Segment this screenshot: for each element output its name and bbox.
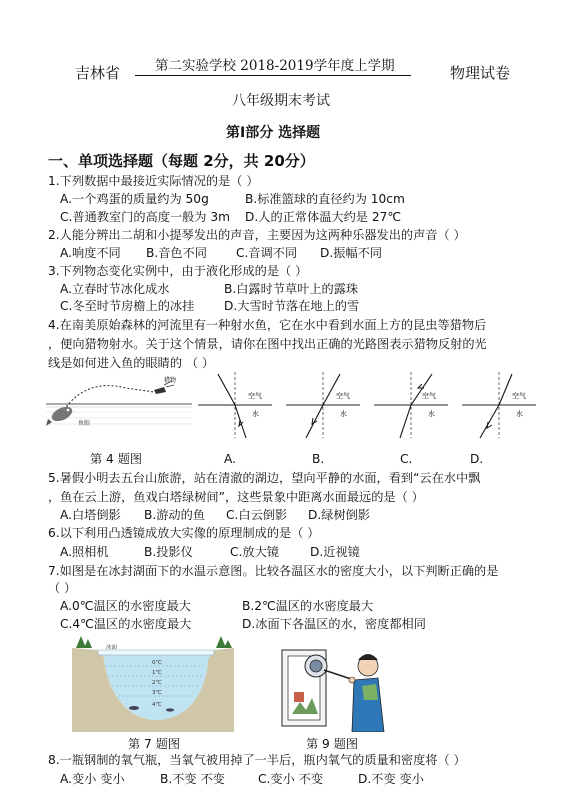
option-d: D.不变 变小 [358,772,424,786]
school-term: 第二实验学校 2018-2019学年度上学期 [135,54,411,76]
question-stem-line: 7.如图是在冰封湖面下的水温示意图。比较各温区水的密度大小，以下判断正确的是 [48,564,499,578]
choice-a-label: A. [224,452,236,466]
q4-path-c [372,370,450,440]
option-b: B.白露时节草叶上的露珠 [224,282,359,296]
q9-figure [280,640,390,732]
q4-path-d [460,370,538,440]
option-b: B.2℃温区的水密度最大 [242,599,374,613]
option-b: B.音色不同 [146,246,207,260]
air-label: 空气 [336,392,350,400]
air-label: 空气 [422,392,436,400]
water-label: 水 [252,410,259,418]
temp-3-label: 3℃ [152,690,162,696]
question-stem: 1.下列数据中最接近实际情况的是（ ） [48,174,259,188]
question-stem: 3.下列物态变化实例中，由于液化形成的是（ ） [48,264,308,278]
exam-name: 八年级期末考试 [232,93,330,109]
water-label: 水 [340,410,347,418]
option-c: C.普通教室门的高度一般为 3m [60,210,230,224]
choice-b-label: B. [312,452,325,466]
paper-title: 物理试卷 [450,64,511,82]
question-stem-line: ，便向猎物射水。关于这个情景，请你在图中找出正确的光路图表示猎物反射的光 [48,337,487,351]
option-c: C.冬至时节房檐上的冰挂 [60,299,195,313]
option-c: C.音调不同 [236,246,298,260]
option-d: D.近视镜 [310,545,360,559]
option-a: A.白塔倒影 [60,508,121,522]
question-stem-line: 线是如何进入鱼的眼睛的 （ ） [48,356,215,370]
q4-path-a [196,370,274,440]
option-d: D.冰面下各温区的水，密度都相同 [242,617,426,631]
air-label: 空气 [248,392,262,400]
option-a: A.响度不同 [60,246,121,260]
option-c: C.放大镜 [230,545,279,559]
section-title: 一、单项选择题（每题 2分，共 20分） [48,152,315,170]
option-a: A.变小 变小 [60,772,125,786]
question-stem-line: 4.在南美原始森林的河流里有一种射水鱼，它在水中看到水面上方的昆虫等猎物后 [48,318,487,332]
fish-label: 鱼眼 [78,420,91,427]
q4-path-b [284,370,362,440]
prey-label: 猎物 [164,377,177,384]
province-label: 吉林省 [75,64,121,82]
water-label: 水 [428,410,435,418]
option-d: D.振幅不同 [320,246,383,260]
option-a: A.0℃温区的水密度最大 [60,599,191,613]
part-title: 第Ⅰ部分 选择题 [226,125,321,141]
option-d: D.大雪时节落在地上的雪 [224,299,360,313]
option-b: B.不变 不变 [160,772,225,786]
choice-d-label: D. [470,452,484,466]
option-b: B.投影仪 [144,545,193,559]
question-stem-line: 5.暑假小明去五台山旅游，站在清澈的湖边，望向平静的水面，看到“云在水中飘 [48,471,481,485]
option-c: C.白云倒影 [226,508,288,522]
option-d: D.人的正常体温大约是 27℃ [245,210,402,224]
question-stem: 2.人能分辨出二胡和小提琴发出的声音，主要因为这两种乐器发出的声音（ ） [48,228,466,242]
temp-0-label: 0℃ [152,660,162,666]
question-stem: 6.以下利用凸透镜成放大实像的原理制成的是（ ） [48,526,320,540]
figure-caption: 第 7 题图 [128,737,181,751]
option-b: B.游动的鱼 [144,508,205,522]
air-label: 空气 [512,392,526,400]
option-a: A.立春时节冰化成水 [60,282,170,296]
figure-caption: 第 9 题图 [306,737,359,751]
option-b: B.标准篮球的直径约为 10cm [245,192,405,206]
q4-scene-figure [46,370,192,440]
q7-lake-figure [72,634,234,732]
choice-c-label: C. [400,452,413,466]
option-c: C.4℃温区的水密度最大 [60,617,192,631]
ice-label: 冰面 [106,645,118,651]
temp-2-label: 2℃ [152,680,162,686]
question-stem: 8.一瓶钢制的氧气瓶，当氧气被用掉了一半后，瓶内氧气的质量和密度将（ ） [48,753,466,767]
temp-1-label: 1℃ [152,670,162,676]
option-c: C.变小 不变 [258,772,324,786]
option-a: A.照相机 [60,545,109,559]
question-stem-line: （ ） [48,581,77,595]
option-d: D.绿树倒影 [308,508,371,522]
temp-4-label: 4℃ [152,702,162,708]
figure-caption: 第 4 题图 [90,452,143,466]
water-label: 水 [516,410,523,418]
option-a: A.一个鸡蛋的质量约为 50g [60,192,209,206]
question-stem-line: ，鱼在云上游，鱼戏白塔绿树间”，这些景象中距离水面最远的是（ ） [48,490,424,504]
